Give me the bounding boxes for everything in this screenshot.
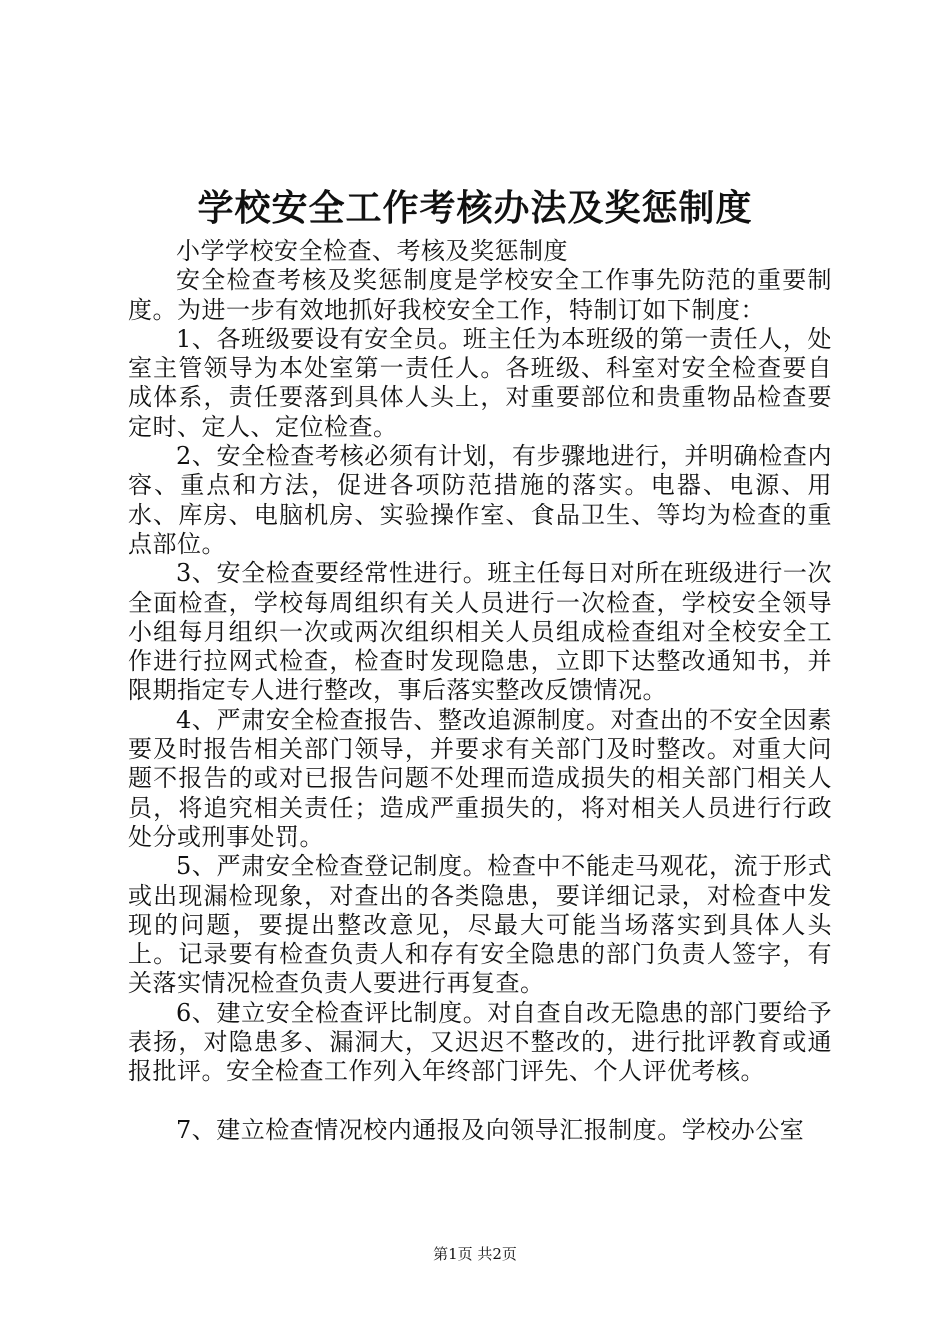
paragraph-item-2: 2、安全检查考核必须有计划，有步骤地进行，并明确检查内容、重点和方法，促进各项防范措施的落实。电器、电源、用水、库房、电脑机房、实验操作室、食品卫生、等均为检查的重点部位。 <box>128 442 832 558</box>
document-body <box>128 237 832 1145</box>
paragraph-item-7: 7、建立检查情况校内通报及向领导汇报制度。学校办公室 <box>176 1115 805 1144</box>
document-title: 学校安全工作考核办法及奖惩制度 <box>197 187 753 229</box>
paragraph-item-1: 1、各班级要设有安全员。班主任为本班级的第一责任人，处室主管领导为本处室第一责任人。各班级、科室对安全检查要自成体系，责任要落到具体人头上，对重要部位和贵重物品检查要定时、定人、定位检查。 <box>128 324 832 441</box>
document-subtitle: 小学学校安全检查、考核及奖惩制度 <box>176 237 568 265</box>
paragraph-item-4: 4、严肃安全检查报告、整改追源制度。对查出的不安全因素要及时报告相关部门领导，并要求有关部门及时整改。对重大问题不报告的或对已报告问题不处理而造成损失的相关部门相关人员，将追究相关责任；造成严重损失的，将对相关人员进行行政处分或刑事处罚。 <box>128 705 832 851</box>
paragraph-item-5: 5、严肃安全检查登记制度。检查中不能走马观花，流于形式或出现漏检现象，对查出的各类隐患，要详细记录，对检查中发现的问题，要提出整改意见，尽最大可能当场落实到具体人头上。记录要有检查负责人和存有安全隐患的部门负责人签字，有关落实情况检查负责人要进行再复查。 <box>128 852 832 998</box>
page-number-footer: 第1页 共2页 <box>433 1245 517 1263</box>
paragraph-intro: 安全检查考核及奖惩制度是学校安全工作事先防范的重要制度。为进一步有效地抓好我校安全工作，特制订如下制度： <box>128 266 832 324</box>
paragraph-item-3: 3、安全检查要经常性进行。班主任每日对所在班级进行一次全面检查，学校每周组织有关人员进行一次检查，学校安全领导小组每月组织一次或两次组织相关人员组成检查组对全校安全工作进行拉网式检查，检查时发现隐患，立即下达整改通知书，并限期指定专人进行整改，事后落实整改反馈情况。 <box>128 559 832 705</box>
paragraph-item-6: 6、建立安全检查评比制度。对自查自改无隐患的部门要给予表扬，对隐患多、漏洞大，又迟迟不整改的，进行批评教育或通报批评。安全检查工作列入年终部门评先、个人评优考核。 <box>128 998 832 1086</box>
